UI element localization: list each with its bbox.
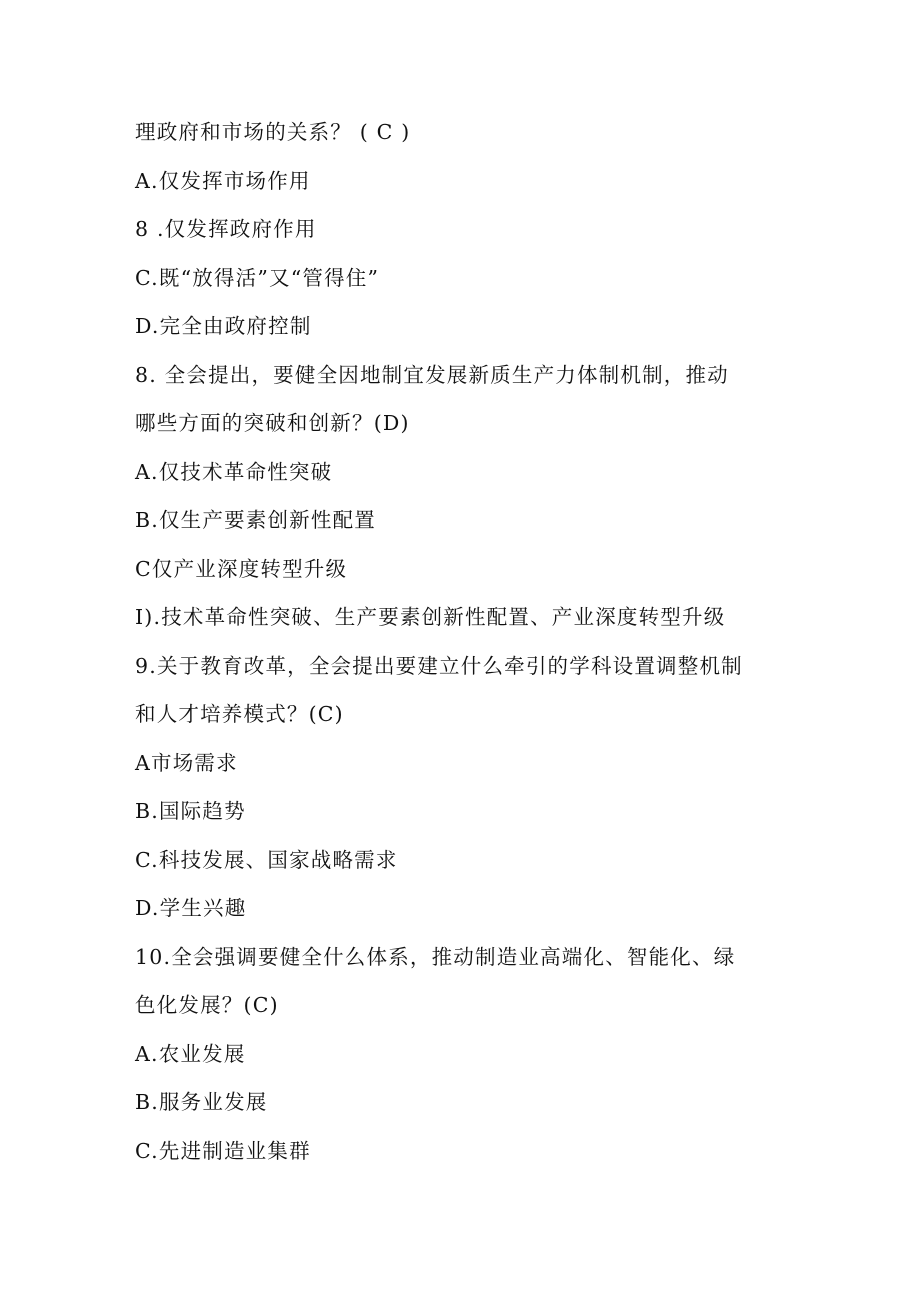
question-8-option-d: I).技术革命性突破、生产要素创新性配置、产业深度转型升级 [135,605,726,629]
question-10-option-b: B.服务业发展 [135,1090,268,1114]
question-10-option-c: C.先进制造业集群 [135,1138,311,1163]
question-9-stem-line-1: 9.关于教育改革，全会提出要建立什么牵引的学科设置调整机制 [135,653,743,678]
question-9-option-c: C.科技发展、国家战略需求 [135,847,398,872]
question-8-option-c: C仅产业深度转型升级 [135,556,348,581]
question-10-stem-line-1: 10.全会强调要健全什么体系，推动制造业高端化、智能化、绿 [135,944,736,969]
question-9-option-b: B.国际趋势 [135,799,246,823]
question-10-stem-line-2: 色化发展？(C) [135,993,279,1017]
document-body [135,112,805,1179]
question-8-option-b: B.仅生产要素创新性配置 [135,508,376,532]
question-7-option-d: D.完全由政府控制 [135,314,312,338]
question-9-stem-line-2: 和人才培养模式？(C) [135,702,344,726]
question-8-stem-line-1: 8. 全会提出，要健全因地制宜发展新质生产力体制机制，推动 [135,362,729,387]
question-9-option-a: A市场需求 [135,750,238,775]
question-7-option-c: C.既“放得活”又“管得住” [135,265,380,290]
question-8-stem-line-2: 哪些方面的突破和创新？(D) [135,411,410,435]
question-7-option-b: 8 .仅发挥政府作用 [135,217,317,241]
question-9-option-d: D.学生兴趣 [135,896,247,920]
question-7-option-a: A.仅发挥市场作用 [135,168,311,193]
question-8-option-a: A.仅技术革命性突破 [135,459,333,484]
question-7-stem-continuation: 理政府和市场的关系？ ( C ) [135,120,411,144]
question-10-option-a: A.农业发展 [135,1041,246,1066]
